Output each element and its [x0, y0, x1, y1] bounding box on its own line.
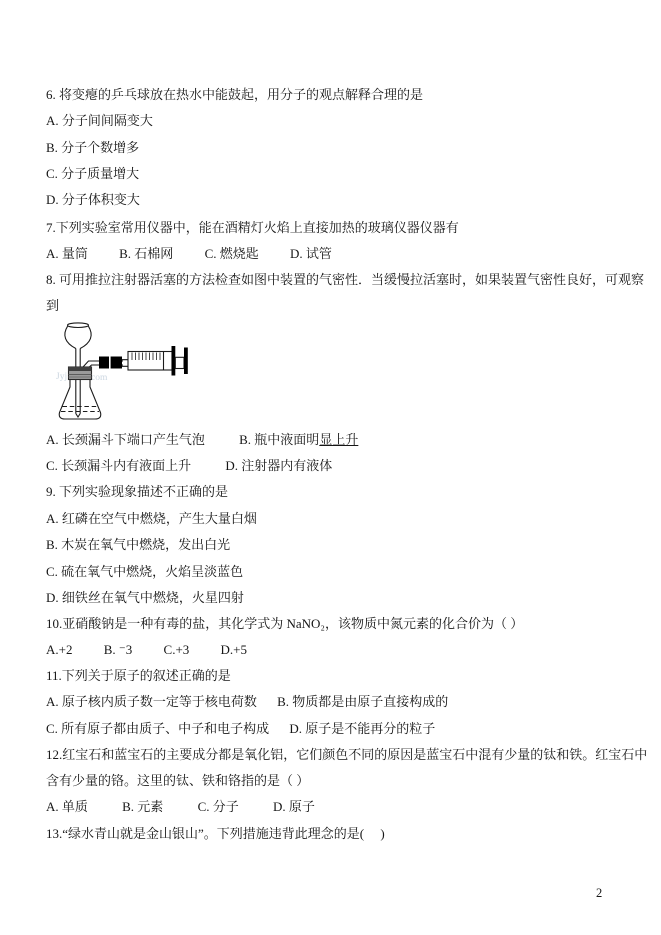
q9-option-a: A. 红磷在空气中燃烧，产生大量白烟 — [46, 511, 257, 526]
q10-options — [46, 641, 247, 658]
flask-syringe-apparatus-drawing — [55, 321, 200, 431]
q10-option-a: A.+2 — [46, 642, 73, 657]
page-number: 2 — [596, 886, 603, 900]
q12-option-d: D. 原子 — [272, 799, 315, 814]
q9-stem: 9. 下列实验现象描述不正确的是 — [46, 484, 229, 499]
q12-options — [46, 798, 315, 815]
q8-option-b-underlined: 显上升 — [319, 432, 359, 447]
q9-option-b: B. 木炭在氧气中燃烧，发出白光 — [46, 537, 231, 552]
q8-stem-line2: 到 — [46, 298, 60, 313]
q12-stem-line1: 12.红宝石和蓝宝石的主要成分都是氧化铝，它们颜色不同的原因是蓝宝石中混有少量的钛和铁。红宝石中 — [46, 747, 648, 762]
q8-option-c: C. 长颈漏斗内有液面上升 — [46, 458, 192, 473]
q10-option-c: C.+3 — [163, 642, 190, 657]
q11-option-a: A. 原子核内质子数一定等于核电荷数 — [46, 694, 257, 709]
q8-option-a: A. 长颈漏斗下端口产生气泡 — [46, 432, 205, 447]
q11-stem: 11.下列关于原子的叙述正确的是 — [46, 668, 231, 683]
q7-option-b: B. 石棉网 — [119, 246, 174, 261]
q8-options-row2 — [46, 457, 332, 474]
syringe-thumb-rest — [184, 348, 188, 375]
q8-option-d: D. 注射器内有液体 — [225, 458, 333, 473]
q11-options-row2 — [46, 720, 435, 737]
q8-stem-line1: 8. 可用推拉注射器活塞的方法检查如图中装置的气密性．当缓慢拉活塞时，如果装置气密性良好，可观察 — [46, 272, 645, 287]
watermark-right-text: com — [91, 373, 108, 383]
apparatus-diagram — [55, 321, 200, 431]
syringe-flange — [172, 346, 176, 376]
q12-stem-line2: 含有少量的铬。这里的钛、铁和铬指的是（ ） — [46, 773, 310, 788]
q8-options-row1 — [46, 431, 358, 448]
q11-option-c: C. 所有原子都由质子、中子和电子构成 — [46, 721, 270, 736]
q11-option-b: B. 物质都是由原子直接构成的 — [277, 694, 449, 709]
q6-option-c: C. 分子质量增大 — [46, 166, 140, 181]
q7-options — [46, 245, 360, 262]
q11-option-d: D. 原子是不能再分的粒子 — [289, 721, 436, 736]
q6-option-a: A. 分子间间隔变大 — [46, 113, 153, 128]
syringe-icon — [122, 346, 188, 376]
q10-stem: 10.亚硝酸钠是一种有毒的盐，其化学式为 NaNO₂，该物质中氮元素的化合价为（ ） — [46, 616, 524, 631]
q7-option-a: A. 量筒 — [46, 246, 88, 261]
q7-stem: 7.下列实验室常用仪器中，能在酒精灯火焰上直接加热的玻璃仪器仪器有 — [46, 220, 459, 235]
rubber-stopper-icon — [69, 367, 92, 380]
q8-option-b: B. 瓶中液面明显上升 — [239, 432, 359, 447]
q13-stem: 13.“绿水青山就是金山银山”。下列措施违背此理念的是( ) — [46, 826, 385, 841]
q12-option-b: B. 元素 — [122, 799, 164, 814]
q9-option-c: C. 硫在氧气中燃烧，火焰呈淡蓝色 — [46, 564, 244, 579]
q7-option-d: D. 试管 — [289, 246, 332, 261]
q12-option-a: A. 单质 — [46, 799, 88, 814]
q6-stem: 6. 将变瘪的乒乓球放在热水中能鼓起，用分子的观点解释合理的是 — [46, 87, 424, 102]
watermark-left-text: Jyj — [56, 372, 68, 382]
q6-option-d: D. 分子体积变大 — [46, 192, 140, 207]
q10-option-d: D.+5 — [220, 642, 248, 657]
q6-option-b: B. 分子个数增多 — [46, 140, 140, 155]
q9-option-d: D. 细铁丝在氧气中燃烧，火星四射 — [46, 590, 244, 605]
q11-options-row1 — [46, 693, 448, 710]
q7-option-c: C. 燃烧匙 — [204, 246, 259, 261]
q12-option-c: C. 分子 — [197, 799, 239, 814]
q10-option-b: B. ⁻3 — [103, 642, 133, 657]
rubber-tubing-connector-icon — [99, 357, 122, 369]
syringe-plunger-rod — [175, 357, 184, 368]
